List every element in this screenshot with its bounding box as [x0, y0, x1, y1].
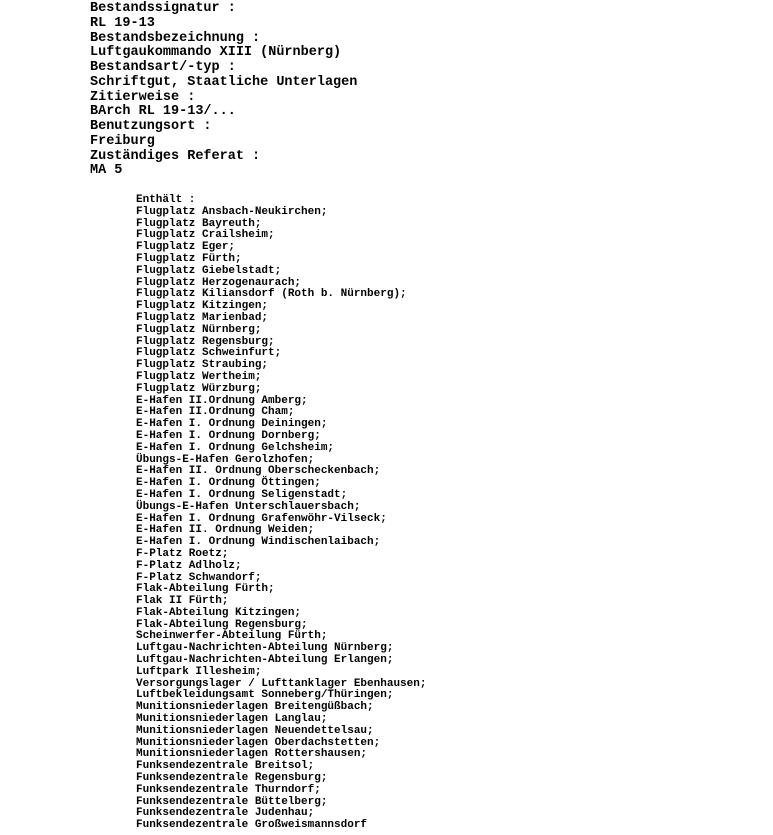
contains-item: Luftpark Illesheim; — [136, 665, 262, 678]
contains-item: Versorgungslager / Lufttanklager Ebenhausen; — [136, 677, 427, 690]
contains-item: Funksendezentrale Judenhau; — [136, 807, 315, 820]
contains-item: Flak-Abteilung Kitzingen; — [136, 606, 302, 619]
contains-item: Luftgau-Nachrichten-Abteilung Nürnberg; — [136, 642, 394, 655]
contains-item: F-Platz Roetz; — [136, 547, 229, 560]
contains-item: Flugplatz Kitzingen; — [136, 300, 269, 313]
field-value: Schriftgut, Staatliche Unterlagen — [90, 74, 358, 90]
contains-item: E-Hafen I. Ordnung Seligenstadt; — [136, 488, 348, 501]
field-label: Bestandsbezeichnung : — [90, 30, 261, 46]
contains-item: Flugplatz Herzogenaurach; — [136, 276, 302, 289]
field-label: Zuständiges Referat : — [90, 148, 261, 164]
contains-item: Übungs-E-Hafen Unterschlauersbach; — [136, 500, 361, 513]
contains-item: Flugplatz Regensburg; — [136, 335, 275, 348]
contains-item: Flugplatz Kiliansdorf (Roth b. Nürnberg); — [136, 288, 407, 301]
contains-item: Flugplatz Ansbach-Neukirchen; — [136, 205, 328, 218]
field-value: RL 19-13 — [90, 15, 155, 31]
contains-item: Luftgau-Nachrichten-Abteilung Erlangen; — [136, 654, 394, 667]
contains-item: E-Hafen I. Ordnung Öttingen; — [136, 477, 321, 490]
contains-item: E-Hafen I. Ordnung Dornberg; — [136, 429, 321, 442]
contains-item: E-Hafen II.Ordnung Amberg; — [136, 394, 308, 407]
contains-item: E-Hafen I. Ordnung Grafenwöhr-Vilseck; — [136, 512, 387, 525]
contains-item: E-Hafen II. Ordnung Weiden; — [136, 524, 315, 537]
contains-item: Munitionsniederlagen Neuendettelsau; — [136, 724, 374, 737]
contains-item: Flugplatz Eger; — [136, 241, 236, 254]
contains-item: Flugplatz Nürnberg; — [136, 323, 262, 336]
contains-item: Flak-Abteilung Fürth; — [136, 583, 275, 596]
contains-item: E-Hafen I. Ordnung Windischenlaibach; — [136, 536, 381, 549]
contains-item: Funksendezentrale Thurndorf; — [136, 783, 321, 796]
contains-item: Übungs-E-Hafen Gerolzhofen; — [136, 453, 315, 466]
contains-item: Munitionsniederlagen Rottershausen; — [136, 748, 368, 761]
field-value: Freiburg — [90, 133, 155, 149]
contains-item: F-Platz Schwandorf; — [136, 571, 262, 584]
contains-item: Flugplatz Würzburg; — [136, 382, 262, 395]
contains-item: Flugplatz Giebelstadt; — [136, 264, 282, 277]
contains-item: F-Platz Adlholz; — [136, 559, 242, 572]
contains-block — [136, 195, 426, 832]
contains-item: Flugplatz Schweinfurt; — [136, 347, 282, 360]
contains-item: Flak-Abteilung Regensburg; — [136, 618, 308, 631]
record-field — [90, 150, 357, 180]
contains-item: E-Hafen II. Ordnung Oberscheckenbach; — [136, 465, 381, 478]
contains-item: Flugplatz Crailsheim; — [136, 229, 275, 242]
contains-item: Flugplatz Bayreuth; — [136, 217, 262, 230]
field-label: Zitierweise : — [90, 89, 196, 105]
field-label: Benutzungsort : — [90, 119, 212, 134]
contains-item: Luftbekleidungsamt Sonneberg/Thüringen; — [136, 689, 394, 702]
contains-list — [136, 207, 426, 832]
contains-item: Flak II Fürth; — [136, 595, 229, 608]
record-field — [90, 61, 357, 91]
contains-item: Munitionsniederlagen Langlau; — [136, 713, 328, 726]
record-field — [90, 120, 357, 150]
record-field — [90, 32, 357, 62]
field-value: BArch RL 19-13/... — [90, 104, 236, 120]
contains-item: E-Hafen I. Ordnung Gelchsheim; — [136, 441, 335, 454]
field-value: MA 5 — [90, 163, 123, 179]
record-field — [90, 91, 357, 121]
contains-item: Scheinwerfer-Abteilung Fürth; — [136, 630, 328, 643]
contains-item: Funksendezentrale Regensburg; — [136, 772, 328, 785]
contains-item: E-Hafen II.Ordnung Cham; — [136, 406, 295, 419]
contains-item: Munitionsniederlagen Breitengüßbach; — [136, 701, 374, 714]
contains-item: Funksendezentrale Büttelberg; — [136, 795, 328, 808]
record-field — [90, 2, 357, 32]
contains-item: Flugplatz Wertheim; — [136, 370, 262, 383]
contains-item: Flugplatz Marienbad; — [136, 311, 269, 324]
contains-item: Munitionsniederlagen Oberdachstetten; — [136, 736, 381, 749]
field-value: Luftgaukommando XIII (Nürnberg) — [90, 45, 342, 61]
contains-item: Funksendezentrale Großweismannsdorf — [136, 819, 368, 832]
contains-item: E-Hafen I. Ordnung Deiningen; — [136, 418, 328, 431]
record-fields — [90, 2, 357, 179]
contains-heading: Enthält : — [136, 194, 196, 206]
field-label: Bestandsart/-typ : — [90, 60, 236, 75]
field-label: Bestandssignatur : — [90, 1, 236, 16]
contains-item: Flugplatz Fürth; — [136, 252, 242, 265]
contains-item: Funksendezentrale Breitsol; — [136, 760, 315, 773]
contains-item: Flugplatz Straubing; — [136, 359, 269, 372]
